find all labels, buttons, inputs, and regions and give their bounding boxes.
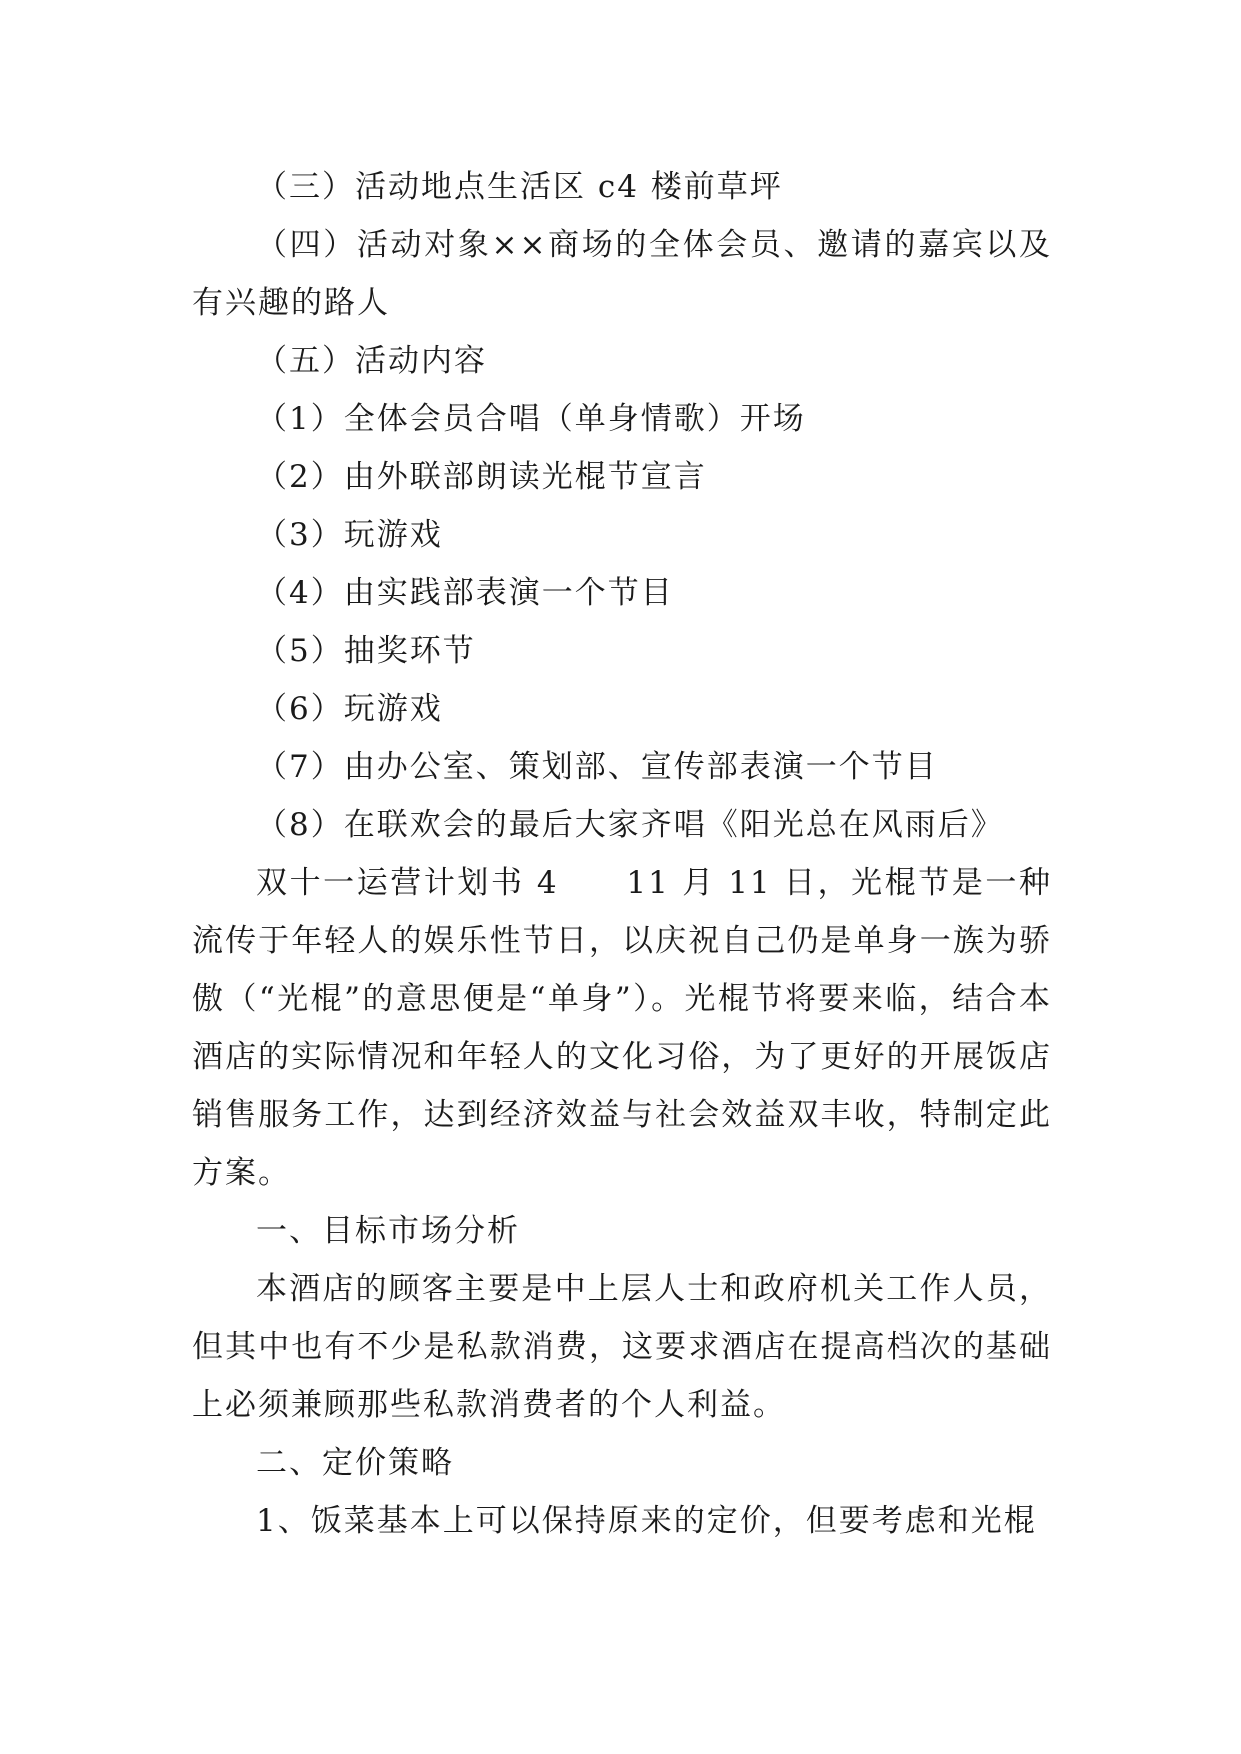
list-item: （1）全体会员合唱（单身情歌）开场: [256, 401, 806, 437]
paragraph-plan-intro: 双十一运营计划书 4 11 月 11 日，光棍节是一种流传于年轻人的娱乐性节日，以庆祝自己仍是单身一族为骄傲（“光棍”的意思便是“单身”）。光棍节将要来临，结合本酒店的实际情况和年轻人的文化习俗，为了更好的开展饭店销售服务工作，达到经济效益与社会效益双丰收，特制定此方案。: [192, 865, 1052, 1191]
document-body: [192, 158, 1052, 1550]
paragraph-content-heading: （五）活动内容: [256, 343, 487, 379]
list-item: （4）由实践部表演一个节目: [256, 575, 674, 611]
section-heading-pricing: 二、定价策略: [256, 1445, 454, 1481]
paragraph-market-analysis: 本酒店的顾客主要是中上层人士和政府机关工作人员，但其中也有不少是私款消费，这要求酒店在提高档次的基础上必须兼顾那些私款消费者的个人利益。: [192, 1271, 1052, 1423]
list-item: （7）由办公室、策划部、宣传部表演一个节目: [256, 749, 938, 785]
list-item: （2）由外联部朗读光棍节宣言: [256, 459, 707, 495]
list-item: （6）玩游戏: [256, 691, 443, 727]
section-heading-market: 一、目标市场分析: [256, 1213, 520, 1249]
list-item: （3）玩游戏: [256, 517, 443, 553]
list-item: （5）抽奖环节: [256, 633, 476, 669]
paragraph-pricing-1: 1、饭菜基本上可以保持原来的定价，但要考虑和光棍: [256, 1503, 1037, 1539]
paragraph-venue: （三）活动地点生活区 c4 楼前草坪: [256, 169, 783, 205]
list-item: （8）在联欢会的最后大家齐唱《阳光总在风雨后》: [256, 807, 1004, 843]
paragraph-audience: （四）活动对象××商场的全体会员、邀请的嘉宾以及有兴趣的路人: [192, 227, 1052, 321]
